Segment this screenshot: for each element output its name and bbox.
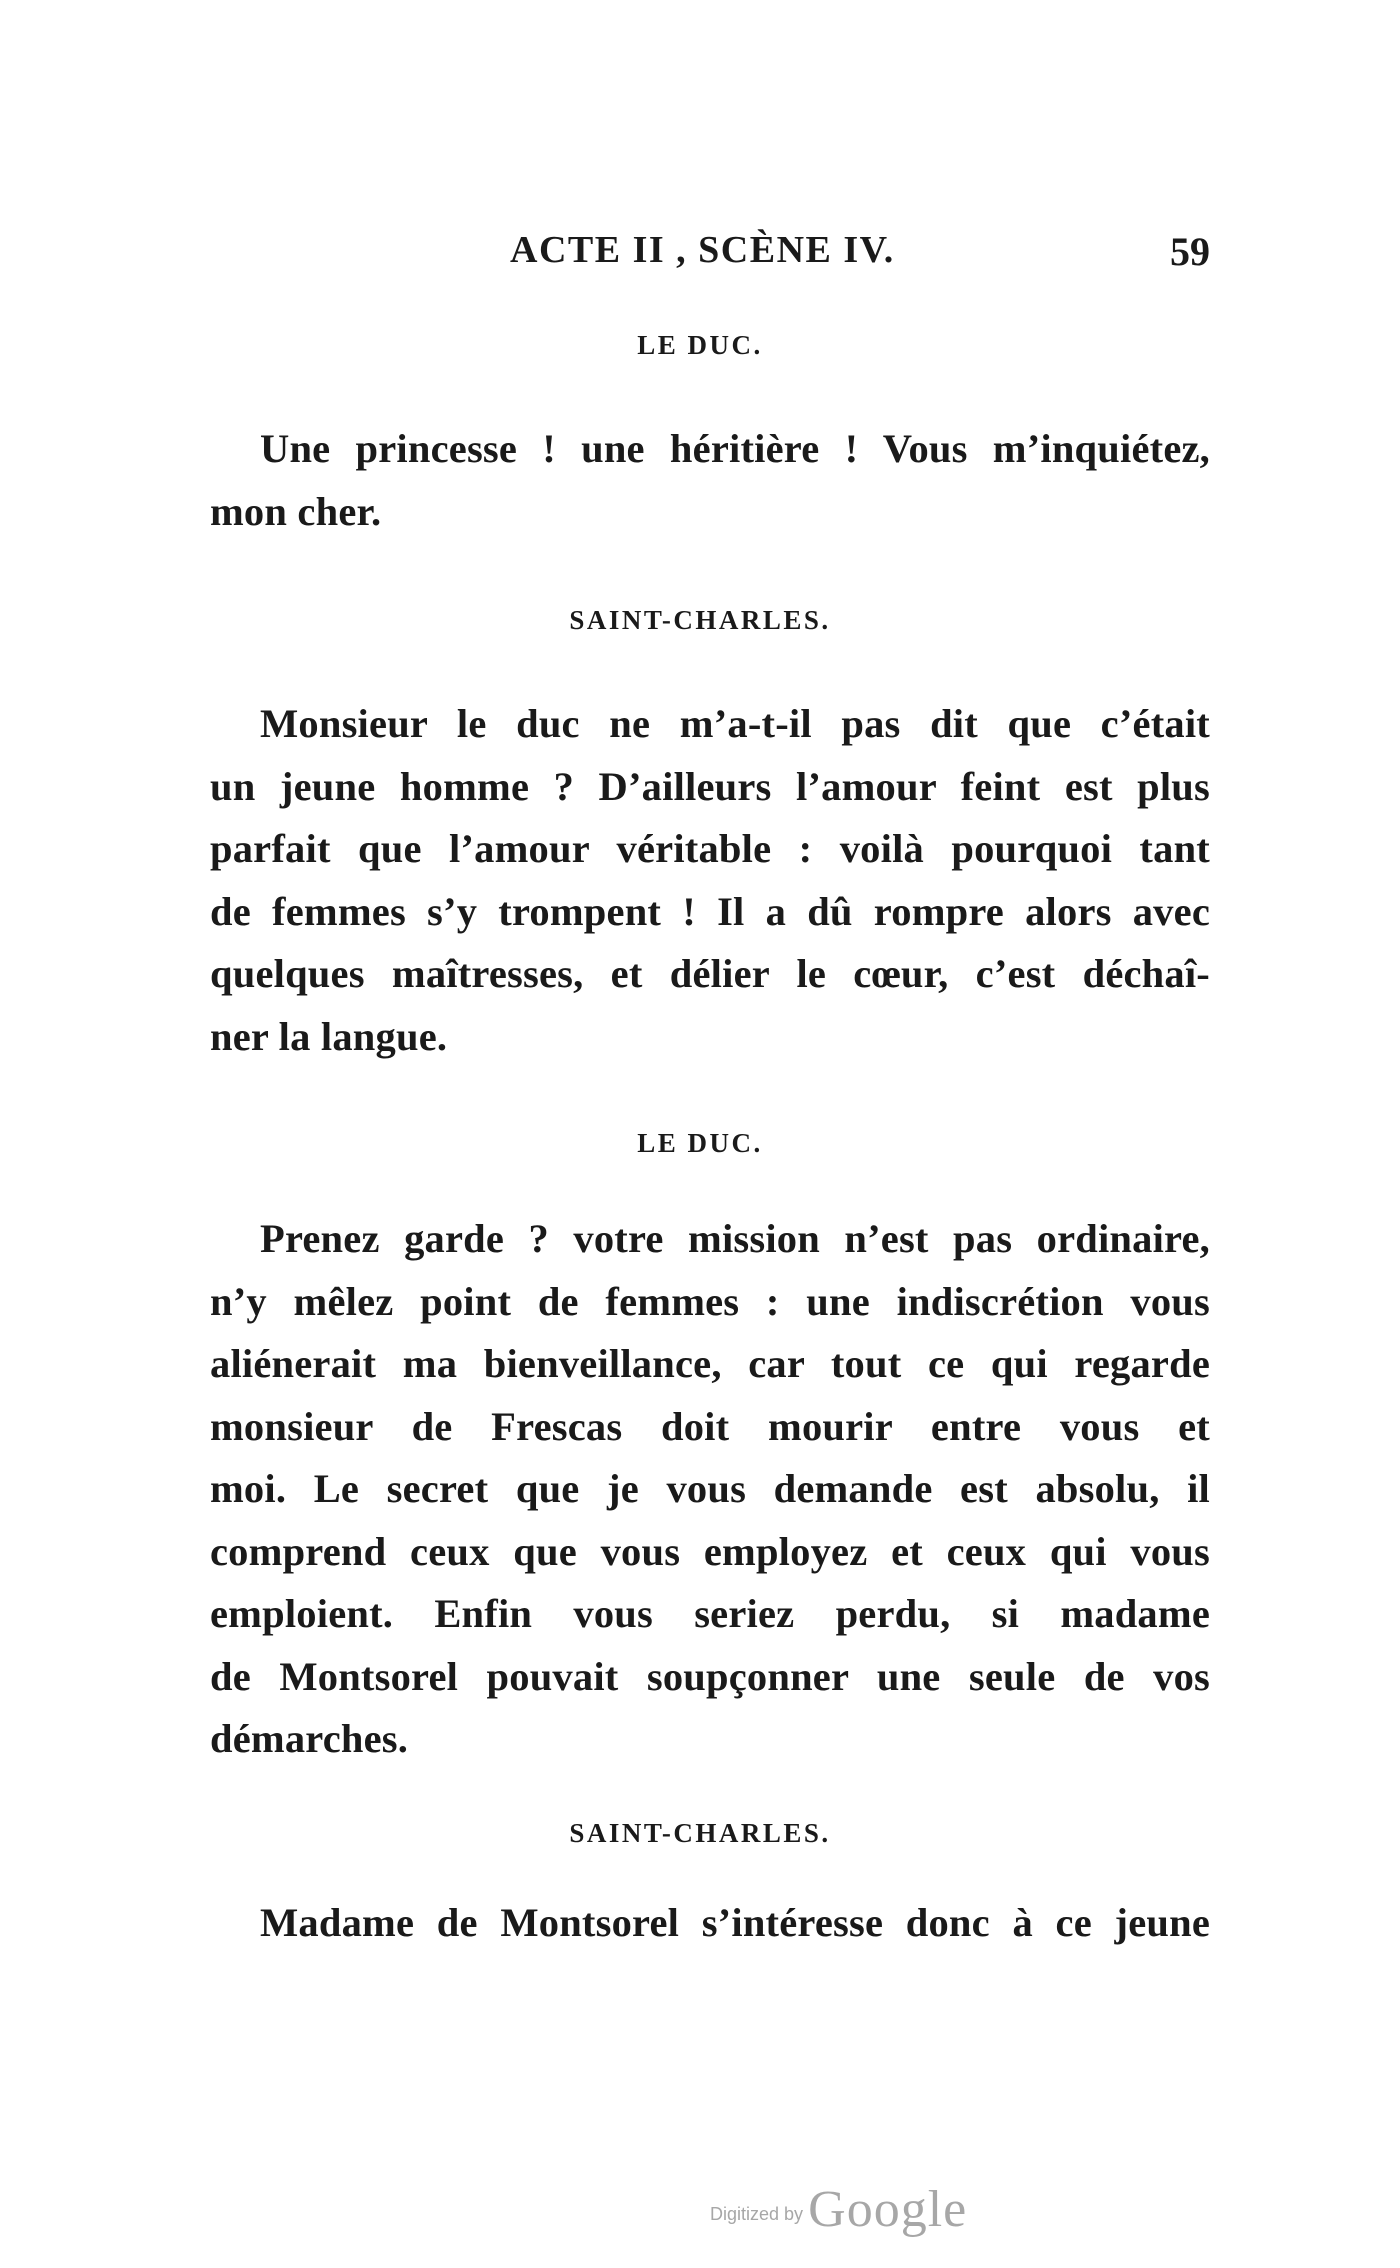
speaker-name: SAINT-CHARLES. — [569, 605, 831, 635]
digitized-by-label: Digitized by — [710, 2204, 804, 2224]
google-logo: Google — [808, 2181, 968, 2238]
text-line: mon cher. — [210, 488, 382, 534]
text-line: Monsieur le duc ne m’a-t-il pas dit que c’était — [260, 701, 1210, 746]
text-line: ner la langue. — [210, 1013, 448, 1059]
text-line: aliénerait ma bienveillance, car tout ce qui regarde — [210, 1341, 1210, 1386]
page-number: 59 — [1170, 229, 1210, 274]
speech-paragraph — [210, 1208, 1210, 1771]
digitized-watermark — [710, 2180, 967, 2240]
text-line: un jeune homme ? D’ailleurs l’amour feint est plus — [210, 763, 1210, 809]
text-line: comprend ceux que vous employez et ceux qui vous — [210, 1528, 1210, 1574]
text-line: quelques maîtresses, et délier le cœur, c’est déchaî- — [210, 951, 1210, 996]
speech-paragraph — [210, 693, 1210, 1068]
text-line: Madame de Montsorel s’intéresse donc à ce jeune — [260, 1900, 1210, 1945]
running-head — [210, 228, 1210, 288]
text-line: Prenez garde ? votre mission n’est pas ordinaire, — [260, 1216, 1210, 1261]
speaker-name: LE DUC. — [637, 1128, 763, 1158]
running-title: ACTE II , SCÈNE IV. — [510, 229, 895, 271]
speech-paragraph — [210, 418, 1210, 543]
speaker-name: LE DUC. — [637, 330, 763, 360]
text-line: moi. Le secret que je vous demande est absolu, il — [210, 1466, 1210, 1511]
speech-paragraph — [210, 1892, 1210, 1955]
text-line: n’y mêlez point de femmes : une indiscrétion vous — [210, 1278, 1210, 1324]
text-line: emploient. Enfin vous seriez perdu, si madame — [210, 1591, 1210, 1636]
text-line: démarches. — [210, 1716, 409, 1761]
text-line: de Montsorel pouvait soupçonner une seule de vos — [210, 1653, 1210, 1699]
text-line: Une princesse ! une héritière ! Vous m’inquiétez, — [260, 426, 1210, 471]
text-line: parfait que l’amour véritable : voilà pourquoi tant — [210, 826, 1210, 871]
text-line: de femmes s’y trompent ! Il a dû rompre alors avec — [210, 888, 1210, 934]
text-line: monsieur de Frescas doit mourir entre vous et — [210, 1403, 1210, 1449]
speaker-name: SAINT-CHARLES. — [569, 1818, 831, 1848]
